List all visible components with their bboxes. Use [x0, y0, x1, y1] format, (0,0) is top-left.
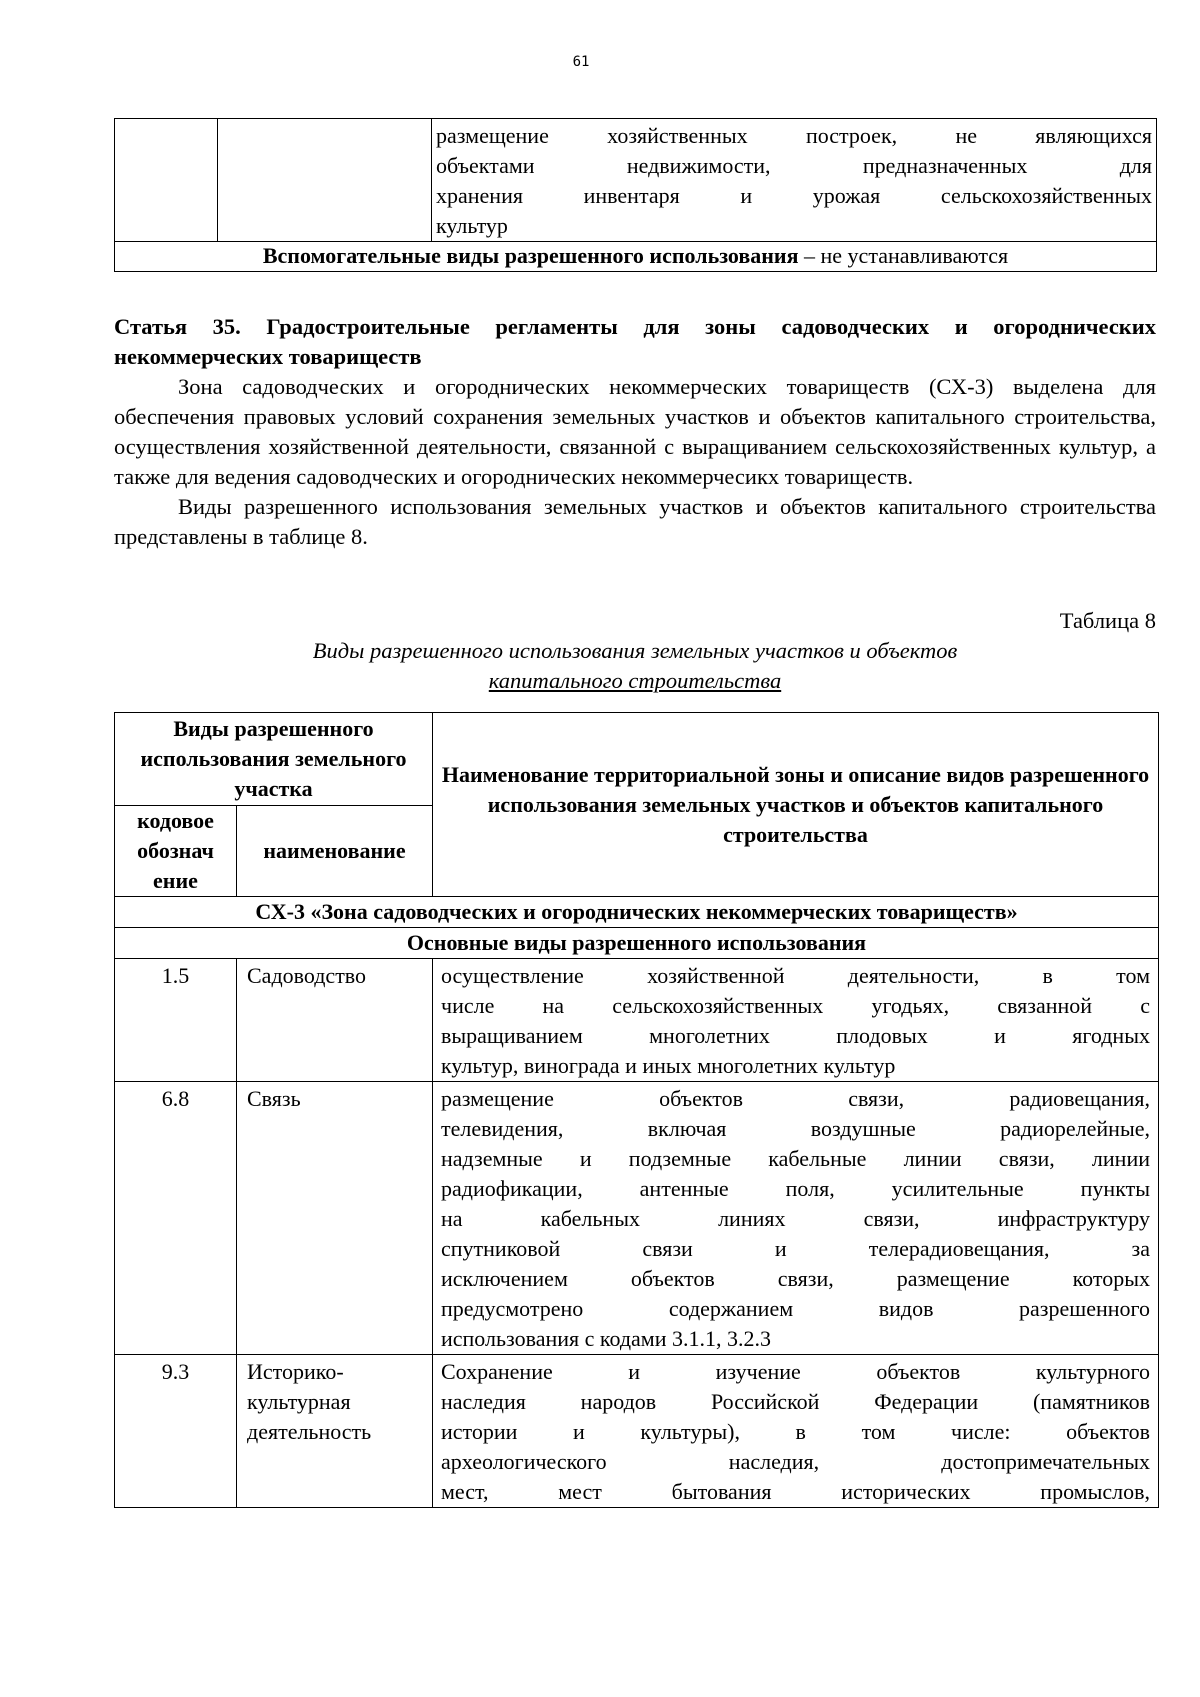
code-cell: 9.3 — [115, 1355, 237, 1508]
name-cell: Историко-культурная деятельность — [237, 1355, 433, 1508]
section-row — [115, 928, 1159, 959]
description-cell — [433, 1082, 1159, 1355]
description-line: культур — [436, 213, 508, 238]
description-line: истории и культуры), в том числе: объектов — [441, 1419, 1150, 1444]
zone-cell: СХ-3 «Зона садоводческих и огороднических некоммерческих товариществ» — [115, 897, 1159, 928]
continuation-table — [114, 118, 1157, 272]
description-line: наследия народов Российской Федерации (памятников — [441, 1389, 1150, 1414]
table-title — [114, 636, 1156, 696]
description-line: выращиванием многолетних плодовых и ягодных — [441, 1023, 1150, 1048]
article-paragraph: Зона садоводческих и огороднических некоммерческих товариществ (СХ-3) выделена для обеспечения правовых условий сохранения земельных участков и объектов капитального строительства, осуществления хозяйственной деятельности, связанной с выращиванием сельскохозяйственных культур, а также для ведения садоводческих и огороднических некоммерчесикх товариществ. — [114, 374, 1156, 489]
header-name-cell: наименование — [237, 806, 433, 897]
section-cell: Основные виды разрешенного использования — [115, 928, 1159, 959]
description-line: Сохранение и изучение объектов культурного — [441, 1359, 1150, 1384]
header-desc-cell: Наименование территориальной зоны и описание видов разрешенного использования земельных участков и объектов капитального строительства — [433, 713, 1159, 897]
name-cell: Садоводство — [237, 959, 433, 1082]
table-row — [115, 1355, 1159, 1508]
name-cell: Связь — [237, 1082, 433, 1355]
article-paragraph: Виды разрешенного использования земельных участков и объектов капитального строительства представлены в таблице 8. — [114, 494, 1156, 549]
code-cell: 1.5 — [115, 959, 237, 1082]
table-header-row — [115, 713, 1159, 806]
description-line: культур, винограда и иных многолетних культур — [441, 1053, 896, 1078]
description-cell — [432, 119, 1157, 242]
empty-code-cell — [115, 119, 218, 242]
header-group-cell: Виды разрешенного использования земельного участка — [115, 713, 433, 806]
description-cell — [433, 959, 1159, 1082]
auxiliary-value: – не устанавливаются — [798, 243, 1009, 268]
description-line: осуществление хозяйственной деятельности, в том — [441, 963, 1150, 988]
table-row — [115, 1082, 1159, 1355]
description-line: на кабельных линиях связи, инфраструктуру — [441, 1206, 1150, 1231]
description-line: хранения инвентаря и урожая сельскохозяйственных — [436, 183, 1152, 208]
description-cell — [433, 1355, 1159, 1508]
page-number: 61 — [572, 54, 590, 70]
description-line: спутниковой связи и телерадиовещания, за — [441, 1236, 1150, 1261]
description-line: размещение объектов связи, радиовещания, — [441, 1086, 1150, 1111]
article — [114, 312, 1156, 552]
auxiliary-row — [115, 242, 1157, 272]
description-line: телевидения, включая воздушные радиорелейные, — [441, 1116, 1150, 1141]
auxiliary-label: Вспомогательные виды разрешенного использования — [262, 243, 799, 268]
description-line: мест, мест бытования исторических промыслов, — [441, 1479, 1150, 1504]
article-heading: Статья 35. Градостроительные регламенты для зоны садоводческих и огороднических некоммерческих товариществ — [114, 314, 1156, 369]
code-cell: 6.8 — [115, 1082, 237, 1355]
header-code-cell: кодовое обознач ение — [115, 806, 237, 897]
description-line: предусмотрено содержанием видов разрешенного — [441, 1296, 1150, 1321]
permitted-use-table — [114, 712, 1159, 1508]
description-line: радиофикации, антенные поля, усилительные пункты — [441, 1176, 1150, 1201]
description-line: надземные и подземные кабельные линии связи, линии — [441, 1146, 1150, 1171]
description-line: исключением объектов связи, размещение которых — [441, 1266, 1150, 1291]
auxiliary-cell — [115, 242, 1157, 272]
empty-name-cell — [218, 119, 432, 242]
table-row — [115, 959, 1159, 1082]
description-line: использования с кодами 3.1.1, 3.2.3 — [441, 1326, 771, 1351]
description-line: размещение хозяйственных построек, не являющихся — [436, 123, 1152, 148]
zone-row — [115, 897, 1159, 928]
table-title-line: Виды разрешенного использования земельных участков и объектов — [312, 638, 958, 663]
table-label: Таблица 8 — [1059, 608, 1156, 633]
description-line: числе на сельскохозяйственных угодьях, связанной с — [441, 993, 1150, 1018]
table-title-line: капитального строительства — [488, 668, 782, 693]
description-line: археологического наследия, достопримечательных — [441, 1449, 1150, 1474]
description-line: объектами недвижимости, предназначенных для — [436, 153, 1152, 178]
table-row — [115, 119, 1157, 242]
